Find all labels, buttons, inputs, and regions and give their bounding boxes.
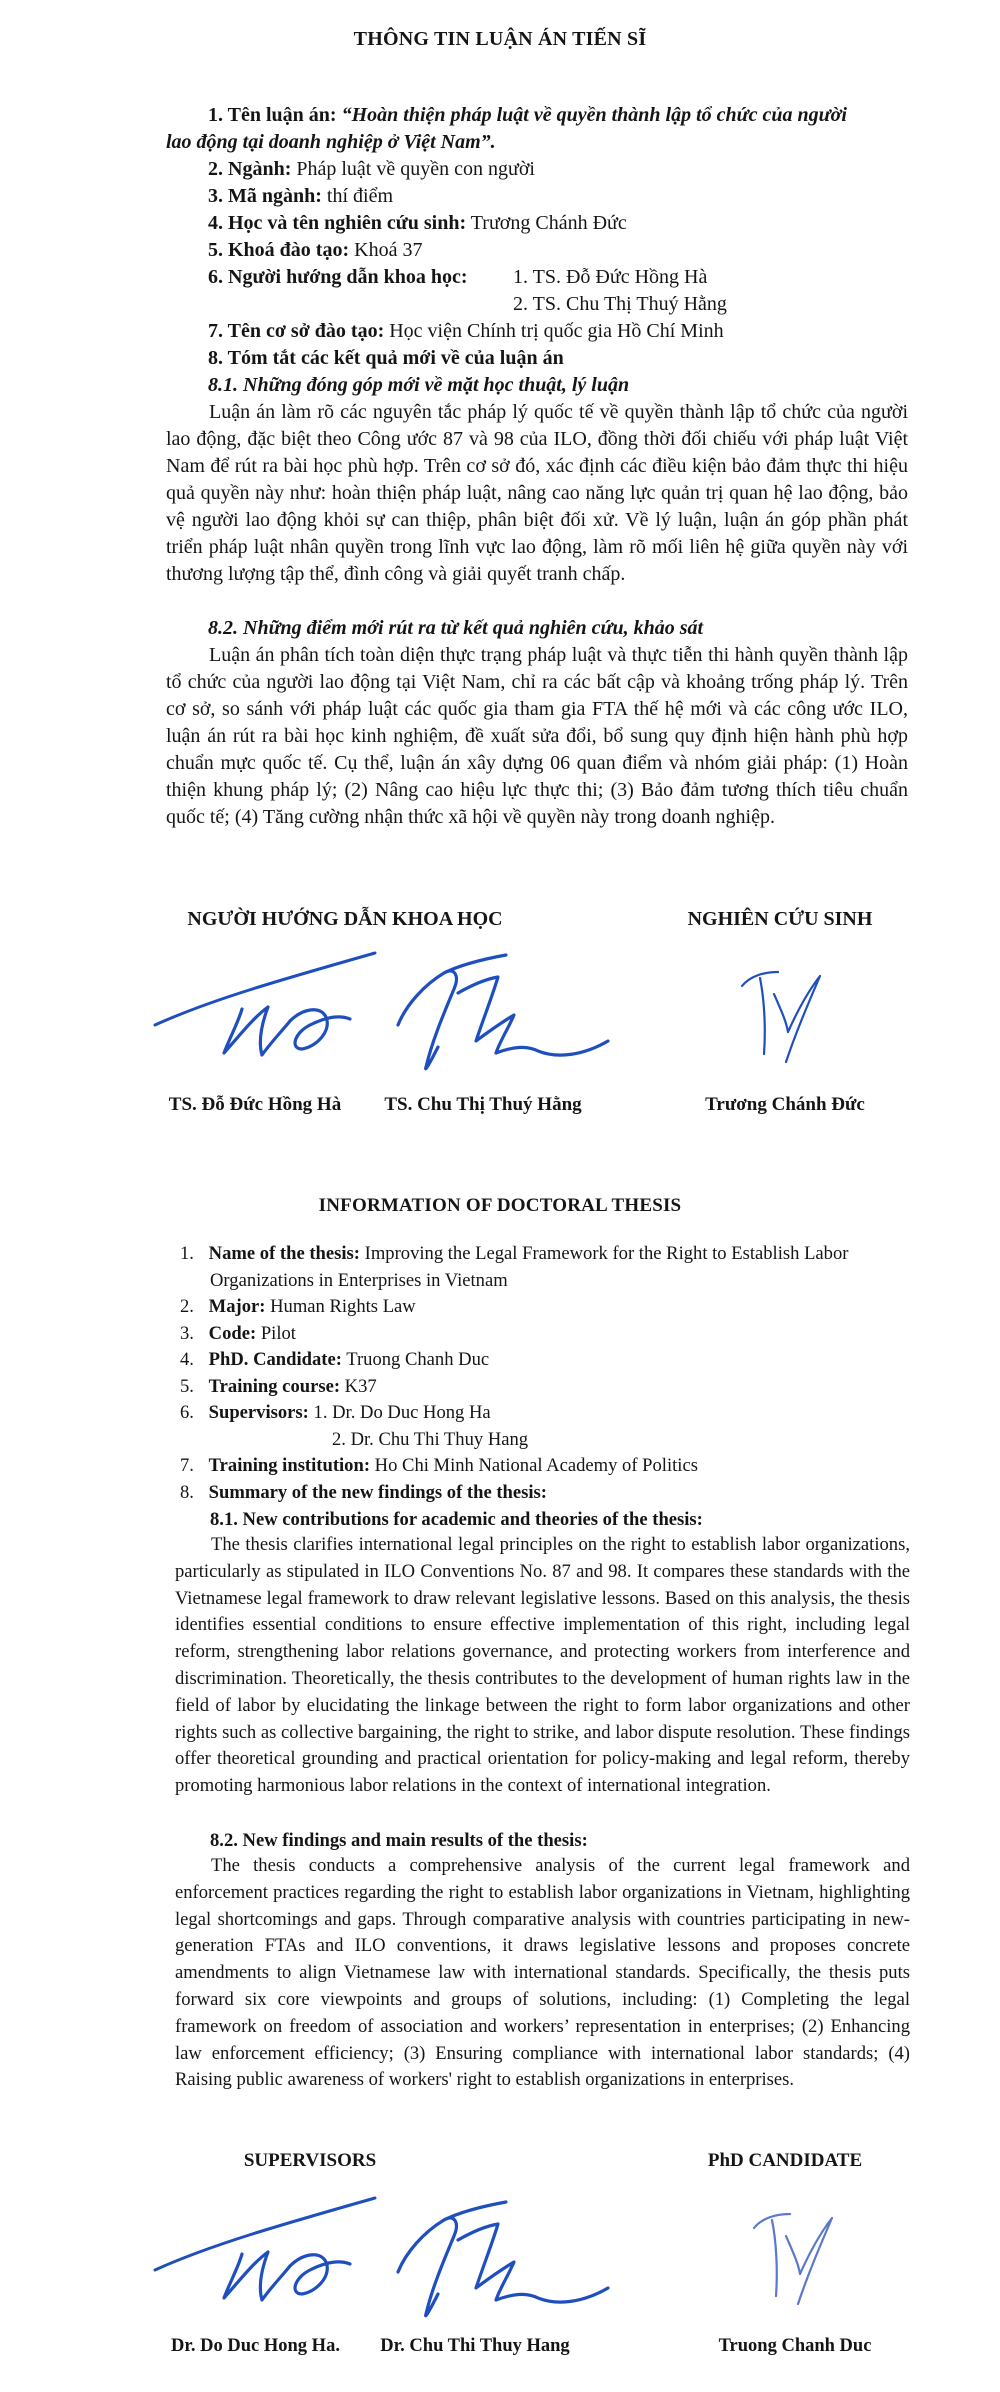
en-candidate-heading: PhD CANDIDATE xyxy=(707,2150,863,2171)
vi-item-5: 5. Khoá đào tạo: Khoá 37 xyxy=(208,239,423,261)
en-signature-supervisor-2 xyxy=(388,2192,618,2327)
vi-supervisor-1-name: TS. Đỗ Đức Hồng Hà xyxy=(168,1094,342,1115)
en-supervisor-2: 2. Dr. Chu Thi Thuy Hang xyxy=(332,1428,529,1450)
en-title: INFORMATION OF DOCTORAL THESIS xyxy=(318,1195,682,1216)
vi-candidate-name: Trương Chánh Đức xyxy=(705,1094,865,1115)
vi-supervisors-heading: NGƯỜI HƯỚNG DẪN KHOA HỌC xyxy=(187,908,503,930)
en-supervisors-heading: SUPERVISORS xyxy=(243,2150,377,2171)
vi-supervisor-2-name: TS. Chu Thị Thuý Hằng xyxy=(384,1094,582,1115)
vi-item-2: 2. Ngành: Pháp luật về quyền con người xyxy=(208,158,535,180)
signature-candidate xyxy=(730,958,840,1073)
en-item-6: 6. Supervisors: 1. Dr. Do Duc Hong Ha xyxy=(180,1402,491,1423)
vi-sub1-text: Luận án làm rõ các nguyên tắc pháp lý quốc tế về quyền thành lập tổ chức của người lao động, đặc biệt theo Công ước 87 và 98 của ILO, đồng thời đối chiếu với pháp luật Việt Nam để rút ra bài học phù hợp. Trên cơ sở đó, xác định các điều kiện bảo đảm thực thi hiệu quả quyền này như: hoàn thiện pháp luật, nâng cao năng lực quản trị quan hệ lao động, bảo vệ người lao động khỏi sự can thiệp, phân biệt đối xử. Về lý luận, luận án góp phần phát triển pháp luật nhân quyền trong lĩnh vực lao động, làm rõ mối liên hệ giữa quyền này với thương lượng tập thể, đình công và giải quyết tranh chấp. xyxy=(166,401,908,585)
vi-sub1-heading: 8.1. Những đóng góp mới về mặt học thuật, lý luận xyxy=(208,374,630,396)
vi-item-7: 7. Tên cơ sở đào tạo: Học viện Chính trị quốc gia Hồ Chí Minh xyxy=(208,320,724,342)
en-item-4: 4. PhD. Candidate: Truong Chanh Duc xyxy=(180,1349,490,1370)
vi-supervisor-2: 2. TS. Chu Thị Thuý Hằng xyxy=(513,293,727,315)
vi-sub2-text: Luận án phân tích toàn diện thực trạng pháp luật và thực tiễn thi hành quyền thành lập tổ chức của người lao động tại Việt Nam, chỉ ra các bất cập và khoảng trống pháp lý. Trên cơ sở, so sánh với pháp luật các quốc gia tham gia FTA thế hệ mới và các công ước ILO, luận án rút ra bài học kinh nghiệm, đề xuất sửa đổi, bổ sung quy định hiện hành phù hợp chuẩn mực quốc tế. Cụ thể, luận án xây dựng 06 quan điểm và nhóm giải pháp: (1) Hoàn thiện khung pháp lý; (2) Nâng cao hiệu lực thực thi; (3) Bảo đảm tương thích tiêu chuẩn quốc tế; (4) Tăng cường nhận thức xã hội về quyền này trong doanh nghiệp. xyxy=(166,644,908,828)
en-supervisor-2-name: Dr. Chu Thi Thuy Hang xyxy=(380,2336,570,2356)
en-signature-candidate xyxy=(742,2200,852,2315)
en-item-1: 1. Name of the thesis: Improving the Legal Framework for the Right to Establish Labor xyxy=(180,1243,849,1264)
vi-supervisor-1: 1. TS. Đỗ Đức Hồng Hà xyxy=(513,266,708,288)
vi-item-6: 6. Người hướng dẫn khoa học: xyxy=(208,266,468,288)
vi-sub2-heading: 8.2. Những điểm mới rút ra từ kết quả nghiên cứu, khảo sát xyxy=(208,617,704,639)
en-item-5: 5. Training course: K37 xyxy=(180,1375,377,1397)
en-sub2-heading: 8.2. New findings and main results of the thesis: xyxy=(210,1830,588,1851)
vi-item-1: 1. Tên luận án: “Hoàn thiện pháp luật về quyền thành lập tổ chức của người xyxy=(208,104,847,126)
vi-item-3: 3. Mã ngành: thí điểm xyxy=(208,185,394,207)
en-item-7: 7. Training institution: Ho Chi Minh National Academy of Politics xyxy=(180,1455,698,1476)
en-item-1-cont: Organizations in Enterprises in Vietnam xyxy=(210,1269,508,1291)
vi-item-4: 4. Học và tên nghiên cứu sinh: Trương Chánh Đức xyxy=(208,212,627,234)
vi-title: THÔNG TIN LUẬN ÁN TIẾN SĨ xyxy=(353,28,647,50)
en-sub1-heading: 8.1. New contributions for academic and theories of the thesis: xyxy=(210,1509,703,1530)
en-signature-supervisor-1 xyxy=(150,2190,390,2320)
signature-supervisor-2 xyxy=(388,945,618,1080)
en-item-8: 8. Summary of the new findings of the thesis: xyxy=(180,1481,547,1503)
vi-candidate-heading: NGHIÊN CỨU SINH xyxy=(687,908,873,930)
en-item-3: 3. Code: Pilot xyxy=(180,1322,296,1344)
en-supervisor-1-name: Dr. Do Duc Hong Ha. xyxy=(171,2336,340,2356)
vi-item-1-cont: lao động tại doanh nghiệp ở Việt Nam”. xyxy=(166,131,496,153)
en-sub2-text: The thesis conducts a comprehensive analysis of the current legal framework and enforcement practices regarding the right to establish labor organizations in Vietnam, highlighting legal shortcomings and gaps. Through comparative analysis with countries participating in new-generation FTAs and ILO conventions, it draws legislative lessons and proposes concrete amendments to align Vietnamese law with international standards. Specifically, the thesis puts forward six core viewpoints and groups of solutions, including: (1) Completing the legal framework on freedom of association and workers’ representation in enterprises; (2) Enhancing law enforcement efficiency; (3) Ensuring compliance with international labor standards; (4) Raising public awareness of workers' right to establish organizations in enterprises. xyxy=(175,1855,910,2091)
signature-supervisor-1 xyxy=(150,945,390,1075)
en-candidate-name: Truong Chanh Duc xyxy=(718,2336,872,2356)
vi-item-8: 8. Tóm tắt các kết quả mới về của luận án xyxy=(208,347,564,369)
en-sub1-text: The thesis clarifies international legal principles on the right to establish labor organizations, particularly as stipulated in ILO Conventions No. 87 and 98. It compares these standards with the Vietnamese legal framework to draw relevant legislative lessons. Based on this analysis, the thesis identifies essential conditions to ensure effective implementation of this right, including legal reform, strengthening labor relations governance, and protecting workers from interference and discrimination. Theoretically, the thesis contributes to the development of human rights law in the field of labor by elucidating the linkage between the right to form labor organizations and other rights such as collective bargaining, the right to strike, and labor dispute resolution. These findings offer theoretical grounding and practical orientation for policy-making and legal reform, thereby promoting harmonious labor relations in the context of international integration. xyxy=(175,1534,910,1797)
en-item-2: 2. Major: Human Rights Law xyxy=(180,1296,416,1317)
